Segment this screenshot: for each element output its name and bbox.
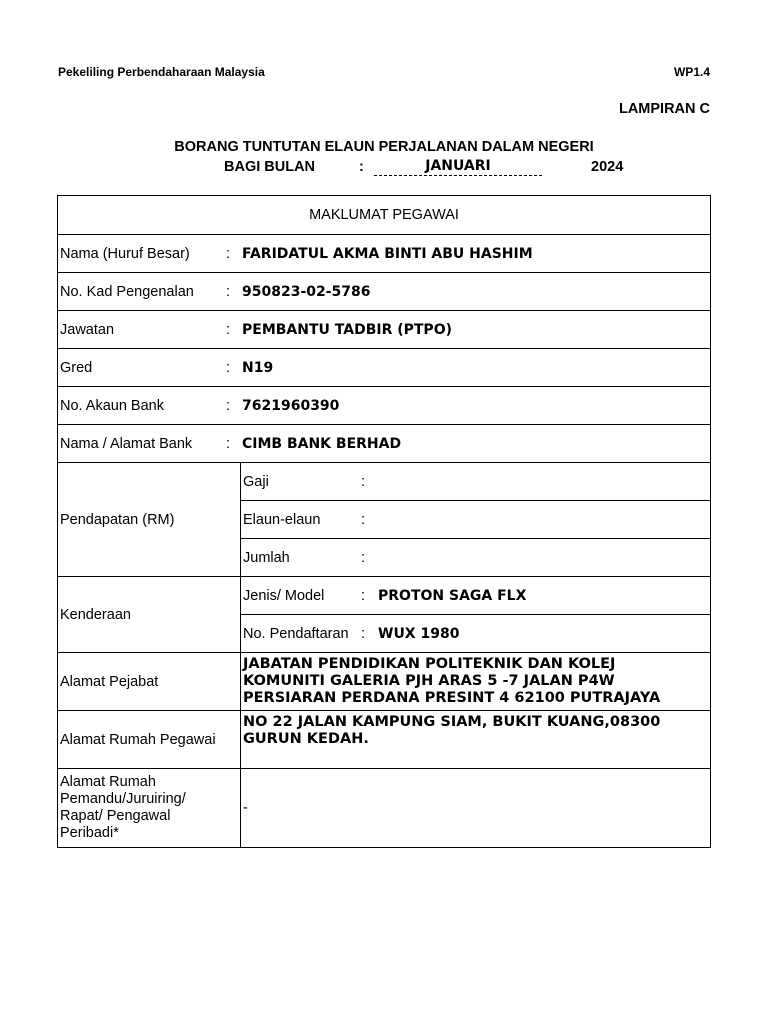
alamat-pemandu-value[interactable]: - (241, 769, 711, 848)
jawatan-value[interactable]: PEMBANTU TADBIR (PTPO) (242, 321, 452, 338)
form-code: WP1.4 (673, 65, 710, 79)
elaun-colon: : (361, 511, 366, 528)
jumlah-cell[interactable] (241, 539, 711, 577)
jenis-cell[interactable] (241, 577, 711, 615)
gred-label: Gred (60, 359, 93, 376)
gaji-colon: : (361, 473, 366, 490)
year-value: 2024 (591, 159, 624, 175)
daftar-value[interactable]: WUX 1980 (378, 625, 460, 642)
bank-value[interactable]: CIMB BANK BERHAD (242, 435, 402, 452)
alamat-pemandu-label-line4: Peribadi* (60, 825, 119, 841)
jenis-label: Jenis/ Model (243, 587, 325, 604)
row-nama (58, 235, 711, 273)
kenderaan-label: Kenderaan (58, 577, 241, 653)
daftar-label: No. Pendaftaran (243, 625, 349, 642)
ic-label: No. Kad Pengenalan (60, 283, 194, 300)
pendapatan-label: Pendapatan (RM) (58, 463, 241, 577)
section-heading: MAKLUMAT PEGAWAI (58, 196, 711, 235)
month-label: BAGI BULAN (224, 159, 316, 175)
akaun-colon: : (226, 397, 231, 414)
alamat-pemandu-label (58, 769, 241, 848)
nama-colon: : (226, 245, 231, 262)
jenis-value[interactable]: PROTON SAGA FLX (378, 587, 527, 604)
jenis-colon: : (361, 587, 366, 604)
row-gred (58, 349, 711, 387)
alamat-pejabat-line2: KOMUNITI GALERIA PJH ARAS 5 -7 JALAN P4W (243, 673, 615, 689)
nama-value[interactable]: FARIDATUL AKMA BINTI ABU HASHIM (242, 245, 533, 262)
alamat-pejabat-label: Alamat Pejabat (58, 653, 241, 711)
gaji-label: Gaji (243, 473, 269, 490)
appendix-label: LAMPIRAN C (618, 101, 710, 117)
month-colon: : (359, 159, 364, 175)
alamat-pejabat-value[interactable] (241, 653, 711, 711)
bank-colon: : (226, 435, 231, 452)
alamat-rumah-line2: GURUN KEDAH. (243, 731, 369, 747)
row-bank (58, 425, 711, 463)
gred-value[interactable]: N19 (242, 359, 274, 376)
ic-colon: : (226, 283, 231, 300)
daftar-colon: : (361, 625, 366, 642)
alamat-pemandu-label-line3: Rapat/ Pengawal (60, 808, 171, 824)
form-title: BORANG TUNTUTAN ELAUN PERJALANAN DALAM NEGERI (174, 139, 594, 155)
ic-value[interactable]: 950823-02-5786 (242, 283, 371, 300)
akaun-label: No. Akaun Bank (60, 397, 164, 414)
jawatan-colon: : (226, 321, 231, 338)
row-ic (58, 273, 711, 311)
row-jawatan (58, 311, 711, 349)
alamat-rumah-label: Alamat Rumah Pegawai (58, 711, 241, 769)
bank-label: Nama / Alamat Bank (60, 435, 193, 452)
alamat-pejabat-line3: PERSIARAN PERDANA PRESINT 4 62100 PUTRAJAYA (243, 690, 661, 706)
jawatan-label: Jawatan (60, 321, 115, 338)
month-field[interactable]: JANUARI (374, 157, 542, 176)
alamat-pemandu-label-line1: Alamat Rumah (60, 774, 156, 790)
elaun-label: Elaun-elaun (243, 511, 321, 528)
alamat-rumah-line1: NO 22 JALAN KAMPUNG SIAM, BUKIT KUANG,08300 (243, 714, 661, 730)
alamat-pejabat-line1: JABATAN PENDIDIKAN POLITEKNIK DAN KOLEJ (243, 656, 616, 672)
daftar-cell[interactable] (241, 615, 711, 653)
alamat-rumah-value[interactable] (241, 711, 711, 769)
row-akaun (58, 387, 711, 425)
elaun-cell[interactable] (241, 501, 711, 539)
jumlah-label: Jumlah (243, 549, 290, 566)
gred-colon: : (226, 359, 231, 376)
gaji-cell[interactable] (241, 463, 711, 501)
officer-info-table (57, 195, 711, 848)
jumlah-colon: : (361, 549, 366, 566)
akaun-value[interactable]: 7621960390 (242, 397, 340, 414)
nama-label: Nama (Huruf Besar) (60, 245, 190, 262)
alamat-pemandu-label-line2: Pemandu/Juruiring/ (60, 791, 186, 807)
circular-reference: Pekeliling Perbendaharaan Malaysia (58, 65, 265, 79)
